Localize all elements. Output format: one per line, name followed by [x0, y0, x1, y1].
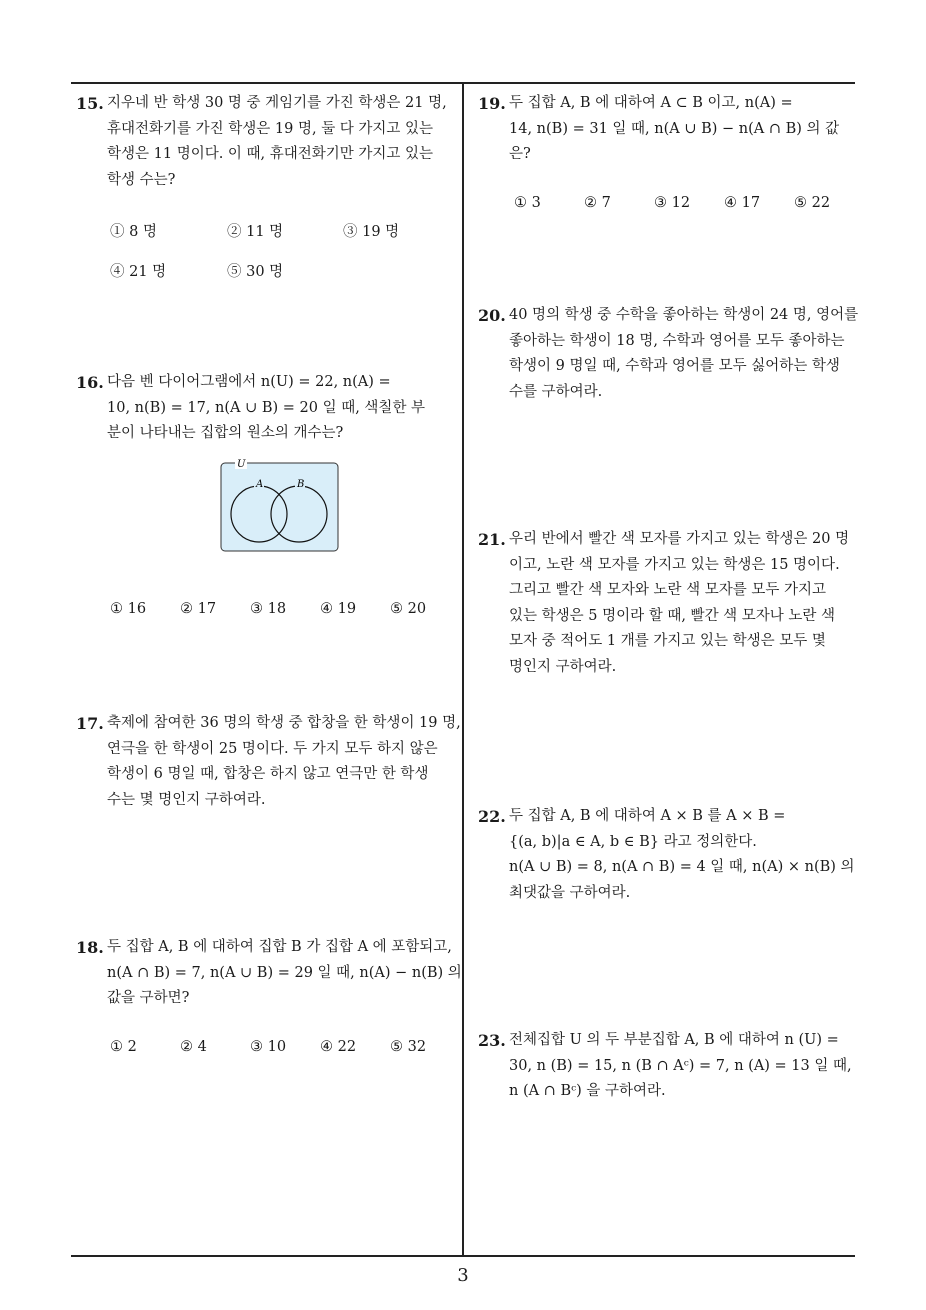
text-line: n (A ∩ Bᶜ) 을 구하여라.	[509, 1083, 666, 1099]
choice-1[interactable]: ① 3	[514, 195, 541, 211]
problem-number: 22.	[478, 807, 506, 826]
text-line: 우리 반에서 빨간 색 모자를 가지고 있는 학생은 20 명	[509, 531, 850, 547]
choice-2[interactable]: ② 11 명	[227, 224, 284, 240]
text-line: 두 집합 A, B 에 대하여 A × B 를 A × B =	[509, 808, 786, 824]
choice-1[interactable]: ① 8 명	[110, 224, 157, 240]
text-line: 최댓값을 구하여라.	[509, 884, 631, 901]
text-line: 40 명의 학생 중 수학을 좋아하는 학생이 24 명, 영어를	[509, 307, 859, 323]
text-line: 다음 벤 다이어그램에서 n(U) = 22, n(A) =	[107, 374, 391, 390]
choice-2[interactable]: ② 4	[180, 1039, 207, 1055]
text-line: 명인지 구하여라.	[509, 658, 617, 675]
problem-20	[478, 303, 858, 405]
set-a-label: A	[256, 479, 264, 490]
text-line: 분이 나타내는 집합의 원소의 개수는?	[107, 425, 344, 441]
text-line: 수를 구하여라.	[509, 383, 603, 400]
universe-box	[221, 463, 338, 551]
text-line: 그리고 빨간 색 모자와 노란 색 모자를 모두 가지고	[509, 582, 827, 598]
choice-3[interactable]: ③ 18	[250, 601, 287, 617]
set-b-label: B	[297, 479, 305, 490]
text-line: 휴대전화기를 가진 학생은 19 명, 둘 다 가지고 있는	[107, 120, 434, 137]
problem-18	[76, 935, 462, 1012]
choice-4[interactable]: ④ 17	[724, 195, 761, 211]
text-line: 두 집합 A, B 에 대하여 집합 B 가 집합 A 에 포함되고,	[107, 939, 452, 955]
problem-text	[509, 91, 858, 168]
choice-5[interactable]: ⑤ 30 명	[227, 264, 284, 280]
text-line: 학생은 11 명이다. 이 때, 휴대전화기만 가지고 있는	[107, 146, 434, 162]
universe-label: U	[237, 459, 246, 470]
choice-5[interactable]: ⑤ 22	[794, 195, 831, 211]
text-line: 전체집합 U 의 두 부분집합 A, B 에 대하여 n (U) =	[509, 1032, 839, 1048]
text-line: 있는 학생은 5 명이라 할 때, 빨간 색 모자나 노란 색	[509, 607, 836, 624]
problem-text	[509, 303, 858, 405]
text-line: 두 집합 A, B 에 대하여 A ⊂ B 이고, n(A) =	[509, 95, 793, 111]
problem-number: 18.	[76, 938, 104, 957]
problem-number: 23.	[478, 1031, 506, 1050]
text-line: 값을 구하면?	[107, 990, 190, 1006]
text-line: 모자 중 적어도 1 개를 가지고 있는 학생은 모두 몇	[509, 633, 826, 649]
problem-text	[107, 711, 461, 813]
choice-3[interactable]: ③ 12	[654, 195, 691, 211]
problem-23	[478, 1028, 858, 1105]
problem-number: 19.	[478, 94, 506, 113]
page-number: 3	[457, 1265, 469, 1286]
problem-number: 17.	[76, 714, 104, 733]
text-line: 30, n (B) = 15, n (B ∩ Aᶜ) = 7, n (A) = 13 일 때,	[509, 1057, 852, 1074]
problem-21	[478, 527, 858, 680]
choice-5[interactable]: ⑤ 32	[390, 1039, 427, 1055]
text-line: 지우네 반 학생 30 명 중 게임기를 가진 학생은 21 명,	[107, 95, 447, 111]
choice-2[interactable]: ② 7	[584, 195, 611, 211]
problem-19	[478, 91, 858, 168]
text-line: 연극을 한 학생이 25 명이다. 두 가지 모두 하지 않은	[107, 740, 438, 757]
problem-number: 15.	[76, 94, 104, 113]
problem-text	[509, 804, 858, 906]
choice-4[interactable]: ④ 21 명	[110, 264, 167, 280]
problem-number: 16.	[76, 373, 104, 392]
choice-1[interactable]: ① 16	[110, 601, 147, 617]
text-line: 학생이 9 명일 때, 수학과 영어를 모두 싫어하는 학생	[509, 358, 840, 374]
choice-4[interactable]: ④ 22	[320, 1039, 357, 1055]
venn-diagram	[218, 455, 342, 555]
choice-4[interactable]: ④ 19	[320, 601, 357, 617]
problem-text	[107, 91, 454, 193]
problem-22	[478, 804, 858, 906]
problem-text	[509, 1028, 858, 1105]
column-divider	[462, 82, 464, 1256]
text-line: 축제에 참여한 36 명의 학생 중 합창을 한 학생이 19 명,	[107, 715, 461, 731]
choice-5[interactable]: ⑤ 20	[390, 601, 427, 617]
text-line: 좋아하는 학생이 18 명, 수학과 영어를 모두 좋아하는	[509, 332, 845, 349]
problem-number: 21.	[478, 530, 506, 549]
choice-3[interactable]: ③ 19 명	[343, 224, 400, 240]
text-line: n(A ∩ B) = 7, n(A ∪ B) = 29 일 때, n(A) − n(B) 의	[107, 964, 462, 981]
text-line: 이고, 노란 색 모자를 가지고 있는 학생은 15 명이다.	[509, 556, 840, 573]
text-line: 학생 수는?	[107, 171, 176, 188]
choice-1[interactable]: ① 2	[110, 1039, 137, 1055]
text-line: 은?	[509, 146, 531, 162]
text-line: n(A ∪ B) = 8, n(A ∩ B) = 4 일 때, n(A) × n(B) 의	[509, 859, 855, 875]
text-line: 10, n(B) = 17, n(A ∪ B) = 20 일 때, 색칠한 부	[107, 399, 426, 416]
choice-3[interactable]: ③ 10	[250, 1039, 287, 1055]
problem-text	[107, 935, 462, 1012]
problem-number: 20.	[478, 306, 506, 325]
text-line: 14, n(B) = 31 일 때, n(A ∪ B) − n(A ∩ B) 의 값	[509, 120, 840, 137]
problem-text	[107, 370, 454, 447]
choice-2[interactable]: ② 17	[180, 601, 217, 617]
problem-text	[509, 527, 858, 680]
text-line: 수는 몇 명인지 구하여라.	[107, 791, 266, 808]
text-line: 학생이 6 명일 때, 합창은 하지 않고 연극만 한 학생	[107, 766, 429, 782]
problem-16	[76, 370, 454, 447]
text-line: {(a, b)|a ∈ A, b ∈ B} 라고 정의한다.	[509, 833, 757, 850]
problem-15	[76, 91, 454, 193]
problem-17	[76, 711, 461, 813]
